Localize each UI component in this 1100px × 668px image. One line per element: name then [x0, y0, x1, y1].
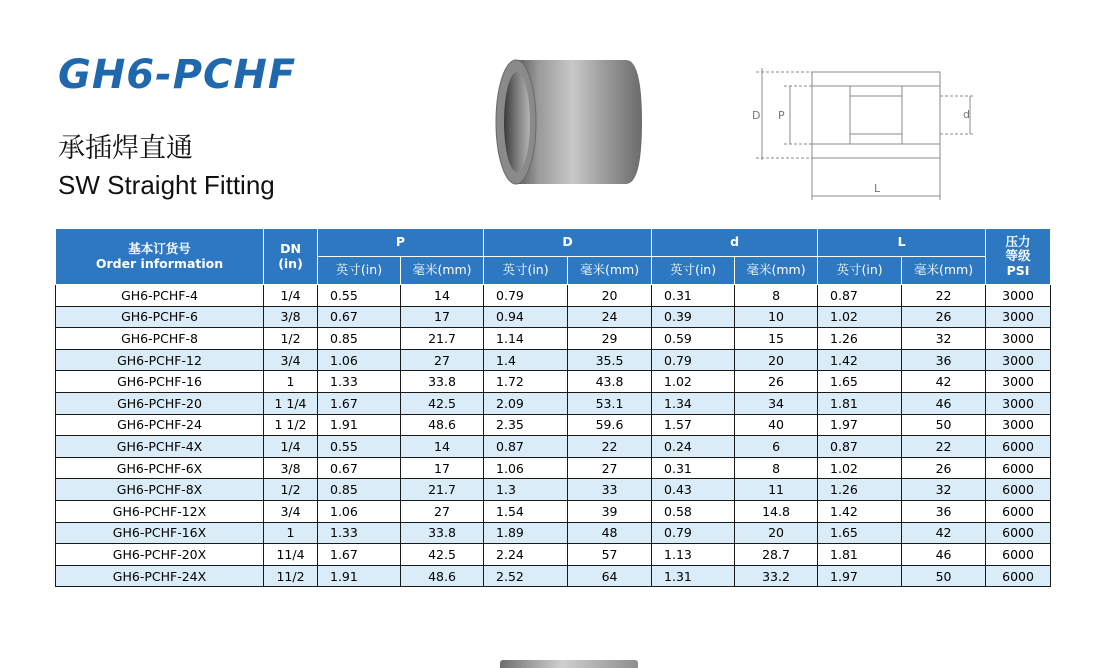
cell-d-mm: 26 — [735, 371, 818, 393]
cell-order: GH6-PCHF-8X — [56, 479, 264, 501]
unit-header-in: 英寸(in) — [652, 257, 735, 285]
cell-p-mm: 27 — [401, 349, 484, 371]
cell-l-in: 1.97 — [818, 565, 902, 587]
cell-l-mm: 32 — [902, 479, 986, 501]
unit-header-mm: 毫米(mm) — [735, 257, 818, 285]
cell-p-mm: 33.8 — [401, 522, 484, 544]
cell-p-mm: 27 — [401, 500, 484, 522]
product-subtitle-chinese: 承插焊直通 — [58, 133, 193, 164]
cell-p-mm: 17 — [401, 457, 484, 479]
label-P: P — [778, 109, 785, 122]
cell-d-in: 0.79 — [652, 349, 735, 371]
table-row — [56, 306, 1051, 328]
cell-order: GH6-PCHF-12X — [56, 500, 264, 522]
label-L: L — [874, 182, 881, 195]
cell-D-in: 0.79 — [484, 285, 568, 307]
cell-psi: 3000 — [986, 306, 1051, 328]
cell-d-in: 0.39 — [652, 306, 735, 328]
cell-dn: 1/2 — [264, 328, 318, 350]
cell-d-mm: 34 — [735, 392, 818, 414]
cell-D-in: 0.94 — [484, 306, 568, 328]
cell-psi: 6000 — [986, 500, 1051, 522]
cell-l-in: 1.26 — [818, 479, 902, 501]
cell-p-mm: 21.7 — [401, 479, 484, 501]
cell-order: GH6-PCHF-16X — [56, 522, 264, 544]
cell-d-in: 0.43 — [652, 479, 735, 501]
cell-d-in: 1.13 — [652, 544, 735, 566]
table-row — [56, 544, 1051, 566]
cell-dn: 1 1/2 — [264, 414, 318, 436]
cell-d-mm: 8 — [735, 457, 818, 479]
cell-l-mm: 46 — [902, 392, 986, 414]
cell-D-mm: 64 — [568, 565, 652, 587]
cell-l-in: 1.02 — [818, 306, 902, 328]
cell-D-in: 2.52 — [484, 565, 568, 587]
cell-p-mm: 42.5 — [401, 544, 484, 566]
cell-l-in: 0.87 — [818, 285, 902, 307]
cell-psi: 3000 — [986, 392, 1051, 414]
cell-D-mm: 20 — [568, 285, 652, 307]
cell-p-mm: 48.6 — [401, 414, 484, 436]
cell-order: GH6-PCHF-6X — [56, 457, 264, 479]
product-subtitle-english: SW Straight Fitting — [58, 170, 275, 200]
table-row — [56, 522, 1051, 544]
next-product-photo-edge — [500, 660, 638, 668]
cell-dn: 3/8 — [264, 306, 318, 328]
unit-header-mm: 毫米(mm) — [401, 257, 484, 285]
cell-D-in: 1.4 — [484, 349, 568, 371]
label-d: d — [963, 108, 970, 121]
pressure-header — [986, 229, 1051, 285]
cell-order: GH6-PCHF-16 — [56, 371, 264, 393]
table-row — [56, 457, 1051, 479]
cell-D-mm: 53.1 — [568, 392, 652, 414]
cell-l-mm: 42 — [902, 371, 986, 393]
cell-p-mm: 21.7 — [401, 328, 484, 350]
cell-order: GH6-PCHF-20X — [56, 544, 264, 566]
cell-d-mm: 20 — [735, 522, 818, 544]
cell-d-in: 0.79 — [652, 522, 735, 544]
cell-order: GH6-PCHF-4 — [56, 285, 264, 307]
cell-d-in: 0.59 — [652, 328, 735, 350]
cell-l-in: 1.97 — [818, 414, 902, 436]
dn-header — [264, 229, 318, 285]
cell-p-in: 1.91 — [318, 565, 401, 587]
cell-psi: 3000 — [986, 349, 1051, 371]
dimension-drawing — [748, 60, 996, 210]
cell-D-mm: 27 — [568, 457, 652, 479]
cell-l-mm: 50 — [902, 565, 986, 587]
cell-l-in: 1.65 — [818, 522, 902, 544]
cell-D-mm: 57 — [568, 544, 652, 566]
cell-dn: 1 1/4 — [264, 392, 318, 414]
group-header-d: d — [652, 229, 818, 257]
cell-l-mm: 26 — [902, 457, 986, 479]
cell-l-in: 1.81 — [818, 392, 902, 414]
cell-l-mm: 36 — [902, 349, 986, 371]
order-header-en: Order information — [95, 255, 224, 271]
cell-d-mm: 33.2 — [735, 565, 818, 587]
cell-order: GH6-PCHF-12 — [56, 349, 264, 371]
cell-D-mm: 24 — [568, 306, 652, 328]
cell-order: GH6-PCHF-4X — [56, 436, 264, 458]
cell-dn: 11/2 — [264, 565, 318, 587]
cell-d-in: 1.31 — [652, 565, 735, 587]
table-row — [56, 479, 1051, 501]
cell-d-mm: 10 — [735, 306, 818, 328]
cell-d-mm: 6 — [735, 436, 818, 458]
group-header-L: L — [818, 229, 986, 257]
cell-p-in: 1.67 — [318, 544, 401, 566]
cell-l-mm: 42 — [902, 522, 986, 544]
cell-psi: 6000 — [986, 457, 1051, 479]
cell-p-in: 0.67 — [318, 457, 401, 479]
pressure-header-unit: PSI — [1006, 262, 1030, 278]
cell-D-mm: 59.6 — [568, 414, 652, 436]
cell-D-in: 1.72 — [484, 371, 568, 393]
cell-psi: 6000 — [986, 544, 1051, 566]
cell-d-in: 1.02 — [652, 371, 735, 393]
cell-psi: 6000 — [986, 522, 1051, 544]
table-row — [56, 285, 1051, 307]
dn-header-label: DN — [280, 241, 301, 257]
cell-D-in: 2.09 — [484, 392, 568, 414]
cell-order: GH6-PCHF-24X — [56, 565, 264, 587]
cell-D-in: 1.06 — [484, 457, 568, 479]
cell-dn: 11/4 — [264, 544, 318, 566]
cell-d-mm: 14.8 — [735, 500, 818, 522]
cell-d-in: 0.31 — [652, 285, 735, 307]
unit-header-mm: 毫米(mm) — [568, 257, 652, 285]
cell-p-in: 1.33 — [318, 522, 401, 544]
cell-D-in: 1.54 — [484, 500, 568, 522]
cell-D-in: 1.89 — [484, 522, 568, 544]
cell-psi: 6000 — [986, 479, 1051, 501]
cell-D-mm: 48 — [568, 522, 652, 544]
table-row — [56, 500, 1051, 522]
cell-D-in: 1.3 — [484, 479, 568, 501]
cell-dn: 1 — [264, 522, 318, 544]
cell-D-mm: 29 — [568, 328, 652, 350]
cell-p-mm: 14 — [401, 285, 484, 307]
cell-d-in: 0.31 — [652, 457, 735, 479]
group-header-D: D — [484, 229, 652, 257]
cell-psi: 6000 — [986, 436, 1051, 458]
cell-D-in: 1.14 — [484, 328, 568, 350]
cell-D-mm: 43.8 — [568, 371, 652, 393]
label-D: D — [752, 109, 761, 122]
specification-table — [55, 228, 1051, 587]
cell-p-in: 1.06 — [318, 500, 401, 522]
cell-psi: 3000 — [986, 285, 1051, 307]
cell-D-mm: 33 — [568, 479, 652, 501]
cell-d-mm: 8 — [735, 285, 818, 307]
unit-header-in: 英寸(in) — [484, 257, 568, 285]
cell-p-in: 0.85 — [318, 479, 401, 501]
cell-dn: 1/4 — [264, 285, 318, 307]
pressure-header-cn2: 等级 — [1005, 248, 1031, 264]
cell-l-in: 1.02 — [818, 457, 902, 479]
table-row — [56, 414, 1051, 436]
cell-d-in: 0.58 — [652, 500, 735, 522]
cell-p-mm: 48.6 — [401, 565, 484, 587]
fitting-photo — [490, 52, 650, 192]
cell-d-in: 1.57 — [652, 414, 735, 436]
cell-p-in: 1.91 — [318, 414, 401, 436]
cell-l-in: 1.81 — [818, 544, 902, 566]
cell-l-mm: 26 — [902, 306, 986, 328]
order-header-cn: 基本订货号 — [128, 241, 191, 257]
cell-p-in: 1.67 — [318, 392, 401, 414]
cell-p-mm: 33.8 — [401, 371, 484, 393]
cell-psi: 6000 — [986, 565, 1051, 587]
table-row — [56, 349, 1051, 371]
table-row — [56, 392, 1051, 414]
group-header-P: P — [318, 229, 484, 257]
cell-p-in: 0.85 — [318, 328, 401, 350]
cell-psi: 3000 — [986, 414, 1051, 436]
cell-l-mm: 36 — [902, 500, 986, 522]
order-header — [56, 229, 264, 285]
cell-order: GH6-PCHF-8 — [56, 328, 264, 350]
cell-order: GH6-PCHF-6 — [56, 306, 264, 328]
cell-D-in: 2.24 — [484, 544, 568, 566]
cell-D-in: 2.35 — [484, 414, 568, 436]
cell-l-in: 1.42 — [818, 500, 902, 522]
cell-dn: 1/4 — [264, 436, 318, 458]
cell-p-in: 1.06 — [318, 349, 401, 371]
cell-p-in: 0.55 — [318, 436, 401, 458]
cell-l-in: 1.65 — [818, 371, 902, 393]
cell-dn: 3/4 — [264, 349, 318, 371]
table-row — [56, 436, 1051, 458]
cell-dn: 3/4 — [264, 500, 318, 522]
cell-l-mm: 32 — [902, 328, 986, 350]
cell-l-mm: 22 — [902, 436, 986, 458]
pressure-header-cn1: 压力 — [1005, 233, 1031, 249]
cell-l-in: 1.42 — [818, 349, 902, 371]
cell-D-mm: 22 — [568, 436, 652, 458]
cell-d-in: 0.24 — [652, 436, 735, 458]
cell-p-mm: 14 — [401, 436, 484, 458]
unit-header-in: 英寸(in) — [818, 257, 902, 285]
cell-p-mm: 17 — [401, 306, 484, 328]
cell-l-mm: 46 — [902, 544, 986, 566]
cell-l-mm: 50 — [902, 414, 986, 436]
cell-d-mm: 40 — [735, 414, 818, 436]
cell-p-in: 1.33 — [318, 371, 401, 393]
cell-p-in: 0.67 — [318, 306, 401, 328]
cell-d-mm: 15 — [735, 328, 818, 350]
cell-order: GH6-PCHF-20 — [56, 392, 264, 414]
dn-header-unit: (in) — [278, 255, 303, 271]
cell-d-mm: 11 — [735, 479, 818, 501]
unit-header-in: 英寸(in) — [318, 257, 401, 285]
cell-p-in: 0.55 — [318, 285, 401, 307]
cell-order: GH6-PCHF-24 — [56, 414, 264, 436]
table-row — [56, 565, 1051, 587]
cell-l-in: 1.26 — [818, 328, 902, 350]
table-row — [56, 371, 1051, 393]
cell-d-mm: 20 — [735, 349, 818, 371]
cell-psi: 3000 — [986, 371, 1051, 393]
cell-D-in: 0.87 — [484, 436, 568, 458]
cell-D-mm: 39 — [568, 500, 652, 522]
unit-header-mm: 毫米(mm) — [902, 257, 986, 285]
table-row — [56, 328, 1051, 350]
cell-p-mm: 42.5 — [401, 392, 484, 414]
cell-D-mm: 35.5 — [568, 349, 652, 371]
cell-l-mm: 22 — [902, 285, 986, 307]
cell-dn: 1/2 — [264, 479, 318, 501]
cell-dn: 3/8 — [264, 457, 318, 479]
cell-d-in: 1.34 — [652, 392, 735, 414]
cell-dn: 1 — [264, 371, 318, 393]
cell-d-mm: 28.7 — [735, 544, 818, 566]
cell-l-in: 0.87 — [818, 436, 902, 458]
product-title: GH6-PCHF — [58, 52, 297, 98]
cell-psi: 3000 — [986, 328, 1051, 350]
